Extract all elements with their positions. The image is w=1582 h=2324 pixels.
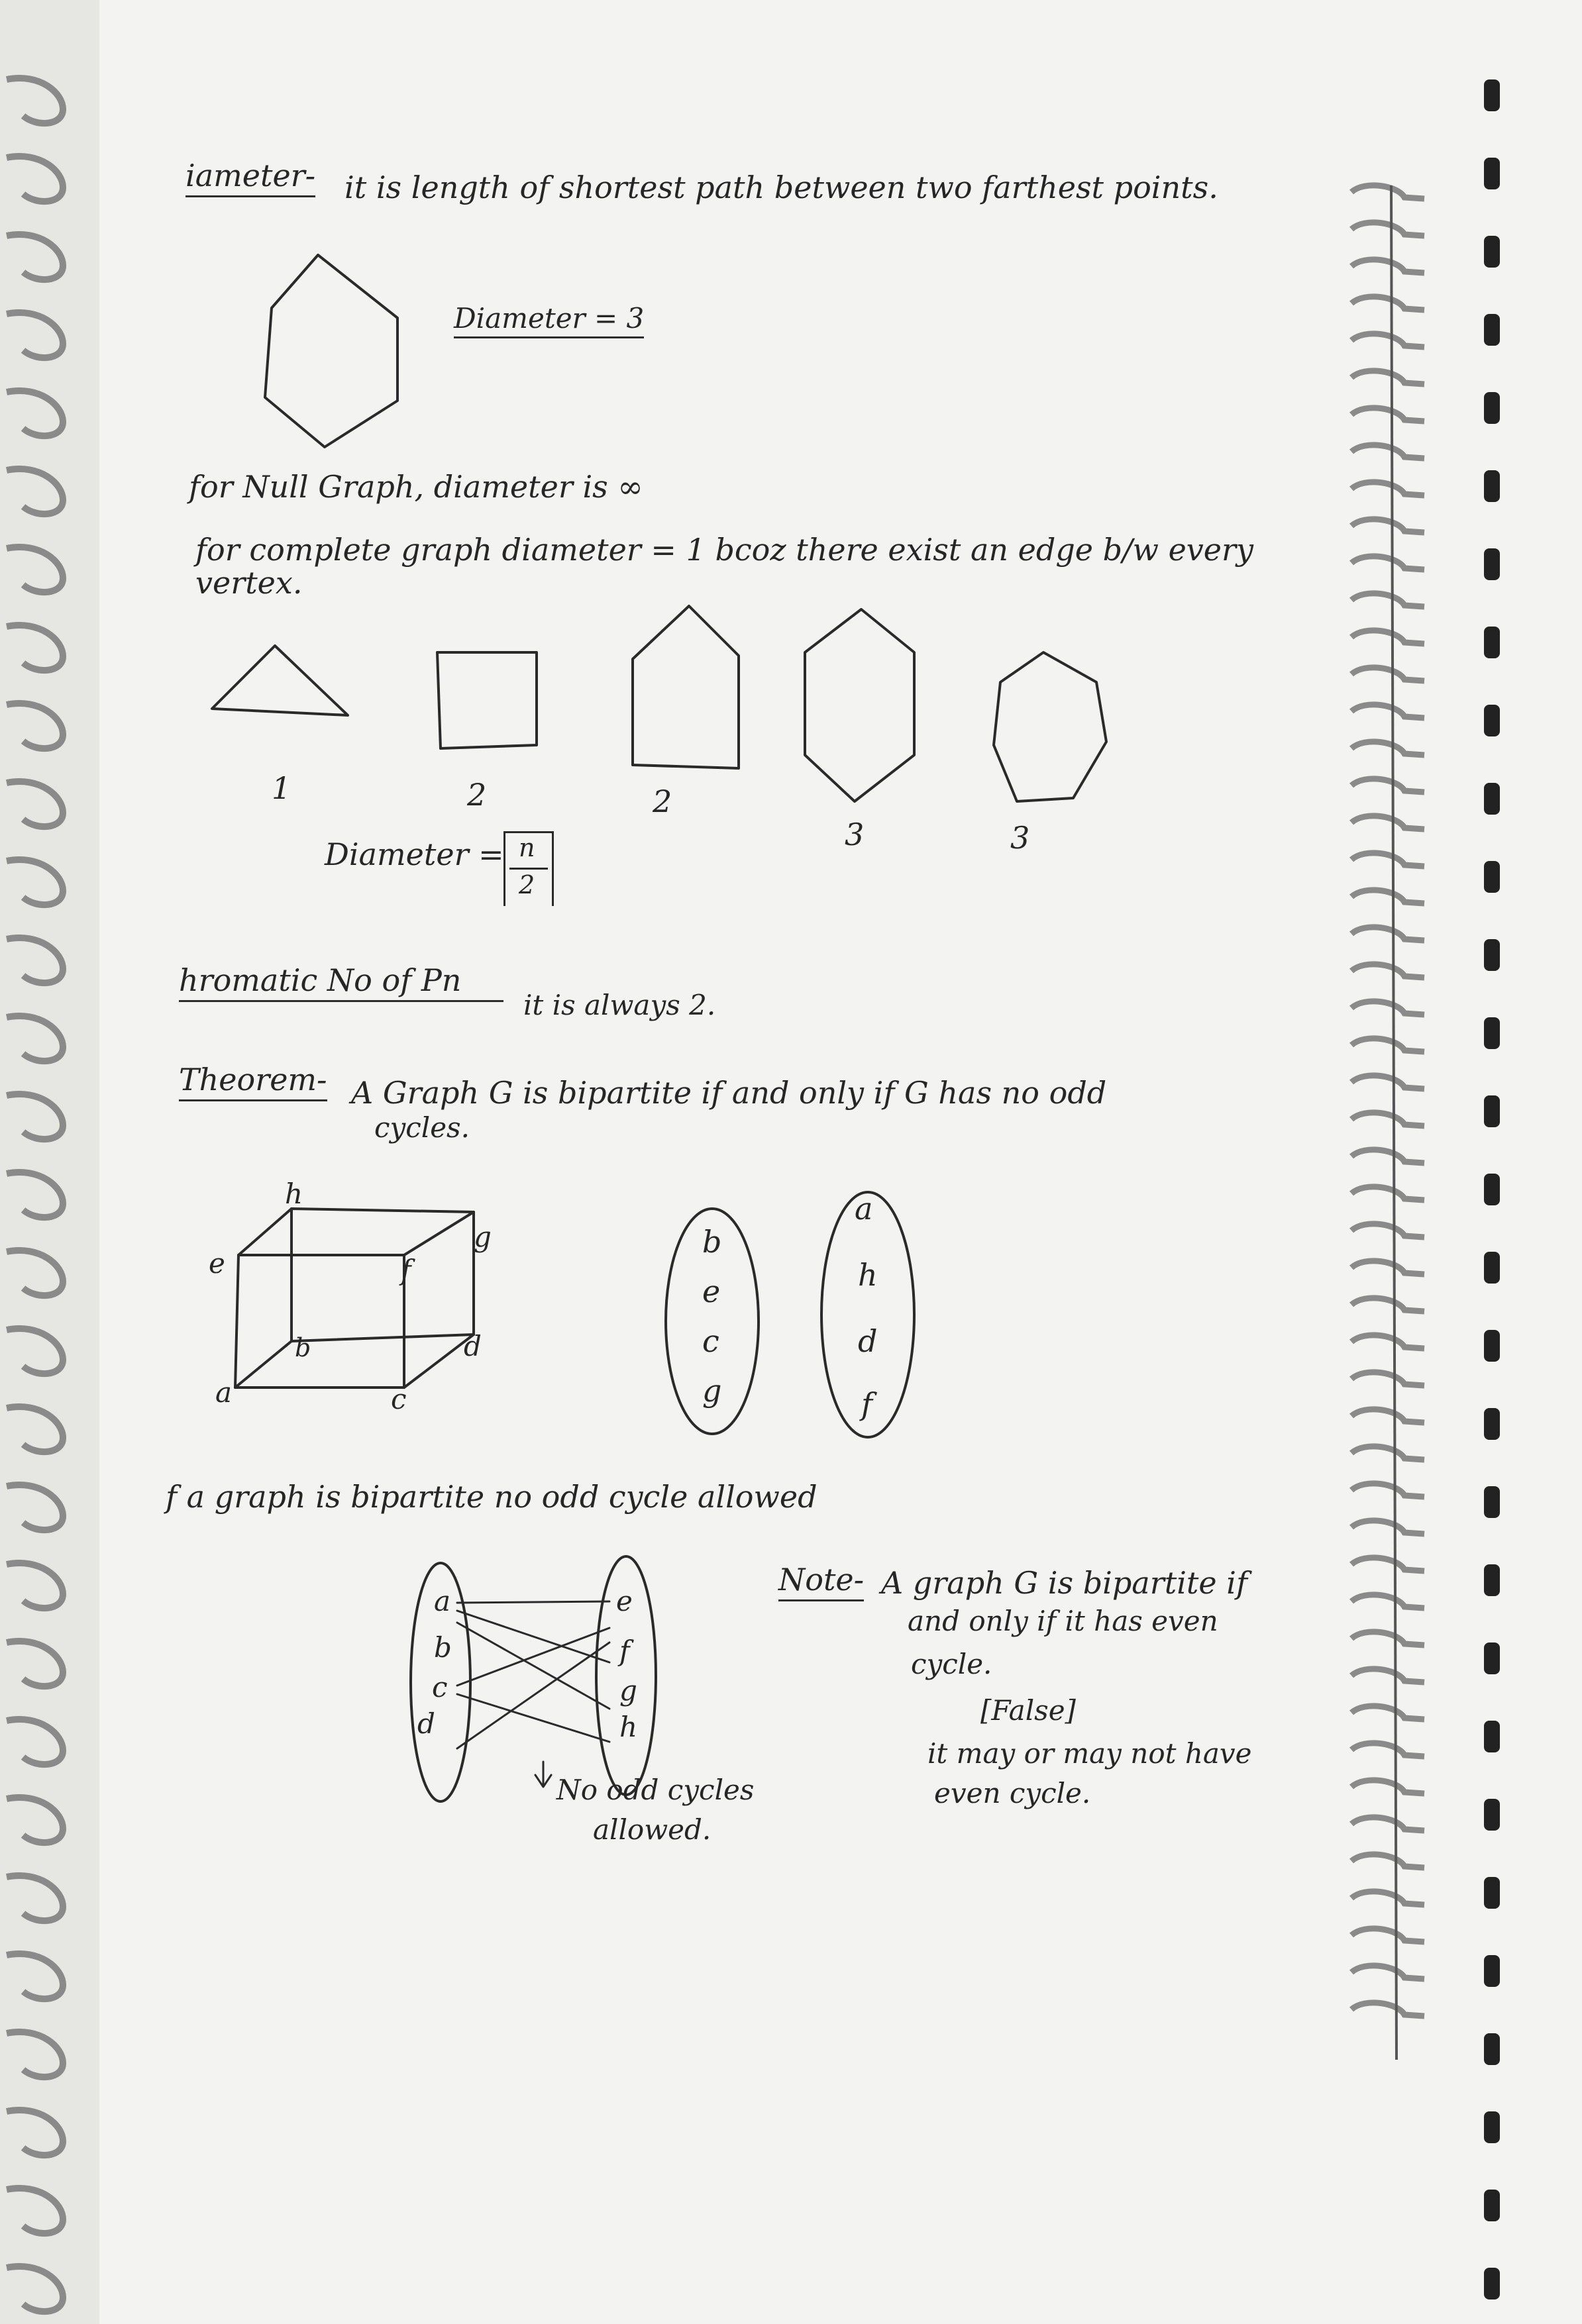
cube-label-f: f xyxy=(401,1254,411,1286)
note-line3: cycle. xyxy=(911,1648,992,1680)
theorem-line2: cycles. xyxy=(374,1111,470,1144)
note-line4: it may or may not have xyxy=(927,1737,1252,1770)
cube-label-c: c xyxy=(391,1383,407,1415)
bip-right-h: h xyxy=(619,1711,638,1743)
heptagon-diameter: 3 xyxy=(1010,820,1030,856)
cube-label-b: b xyxy=(295,1333,311,1362)
triangle-shape xyxy=(212,646,348,715)
set-left-c: c xyxy=(702,1323,719,1359)
set-right-d: d xyxy=(858,1323,878,1359)
bip-left-a: a xyxy=(434,1585,451,1617)
square-diameter: 2 xyxy=(467,777,487,813)
cube-label-d: d xyxy=(464,1330,482,1362)
hexagon-diagram xyxy=(265,255,397,447)
bipartite-edges xyxy=(457,1601,609,1748)
pentagon-shape xyxy=(633,606,739,768)
pentagon-diameter: 2 xyxy=(653,783,672,819)
bipartite-caption-line2: allowed. xyxy=(593,1813,712,1846)
complete-graph-note-line2: vertex. xyxy=(195,565,303,601)
down-arrow xyxy=(535,1762,551,1787)
triangle-diameter: 1 xyxy=(272,770,291,806)
bipartite-statement: f a graph is bipartite no odd cycle allowed xyxy=(166,1479,817,1515)
bip-left-b: b xyxy=(434,1631,452,1664)
note-verdict: [False] xyxy=(980,1694,1076,1727)
diameter-heading: iameter- xyxy=(185,159,315,197)
note-heading: Note- xyxy=(778,1563,864,1601)
set-right-h: h xyxy=(858,1257,878,1293)
cube-label-e: e xyxy=(209,1247,225,1280)
square-shape xyxy=(437,652,537,748)
hexagon-diameter: 3 xyxy=(845,817,865,852)
heptagon-shape xyxy=(994,652,1106,801)
null-graph-note: for Null Graph, diameter is ∞ xyxy=(189,469,643,505)
complete-graph-note-line1: for complete graph diameter = 1 bcoz there exist an edge b/w every xyxy=(195,532,1253,568)
tall-hexagon-shape xyxy=(805,609,914,801)
formula-prefix: Diameter = xyxy=(325,836,504,872)
note-line2: and only if it has even xyxy=(908,1605,1218,1637)
chromatic-heading: hromatic No of Pn xyxy=(179,964,503,1002)
cube-label-g: g xyxy=(474,1221,492,1253)
bip-left-c: c xyxy=(432,1671,448,1703)
formula-numerator: n xyxy=(519,833,535,862)
bip-right-g: g xyxy=(619,1674,637,1707)
diameter-definition: it is length of shortest path between two farthest points. xyxy=(344,170,1218,205)
set-left-g: g xyxy=(702,1373,722,1409)
note-line1: A graph G is bipartite if xyxy=(881,1565,1247,1601)
cube-label-a: a xyxy=(215,1376,233,1409)
set-right-a: a xyxy=(855,1191,873,1227)
set-left-e: e xyxy=(702,1274,721,1309)
bip-right-e: e xyxy=(616,1585,633,1617)
note-line5: even cycle. xyxy=(934,1777,1091,1809)
theorem-heading: Theorem- xyxy=(179,1063,327,1101)
set-left-b: b xyxy=(702,1224,722,1260)
theorem-line1: A Graph G is bipartite if and only if G has no odd xyxy=(351,1075,1107,1111)
bip-left-d: d xyxy=(417,1707,435,1740)
bipartite-caption-line1: No odd cycles xyxy=(556,1774,755,1806)
diameter-example-label: Diameter = 3 xyxy=(454,303,644,338)
set-right-f: f xyxy=(861,1386,873,1422)
bip-right-f: f xyxy=(619,1635,630,1667)
formula-denominator: 2 xyxy=(519,870,535,899)
cube-label-h: h xyxy=(285,1178,303,1210)
cube-diagram xyxy=(235,1209,474,1388)
formula-fraction xyxy=(503,831,554,906)
chromatic-value: it is always 2. xyxy=(523,989,716,1021)
